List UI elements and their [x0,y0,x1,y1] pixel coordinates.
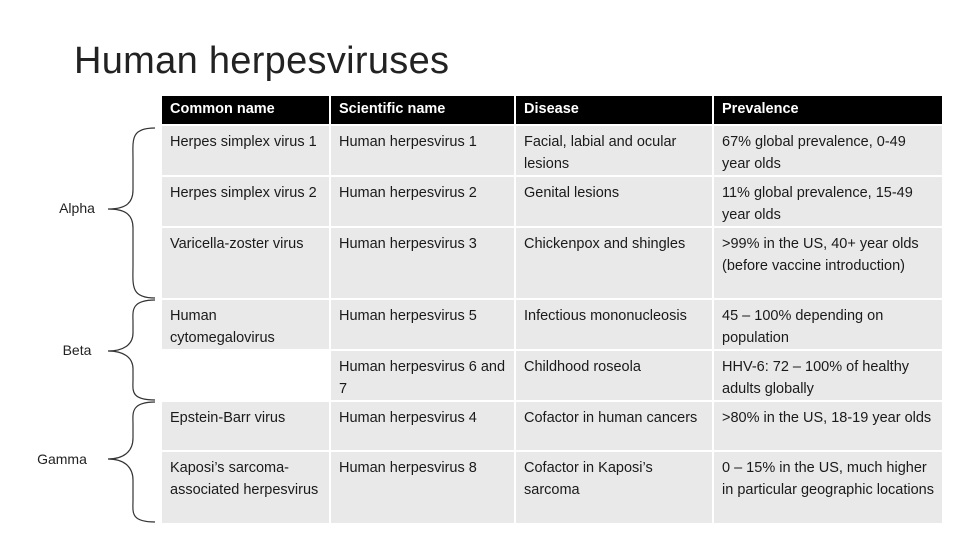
group-label-beta: Beta [62,342,92,358]
cell-common: Herpes simplex virus 1 [162,125,330,176]
cell-disease: Chickenpox and shingles [515,227,713,299]
cell-common [162,350,330,401]
cell-disease: Childhood roseola [515,350,713,401]
header-prevalence: Prevalence [713,96,942,125]
table-row [162,451,942,523]
cell-prevalence: >99% in the US, 40+ year olds (before vaccine introduction) [713,227,942,299]
cell-scientific: Human herpesvirus 5 [330,299,515,350]
cell-common: Kaposi’s sarcoma-associated herpesvirus [162,451,330,523]
cell-common: Varicella-zoster virus [162,227,330,299]
cell-disease: Cofactor in human cancers [515,401,713,451]
slide-title: Human herpesviruses [74,40,450,82]
header-common-name: Common name [162,96,330,125]
cell-scientific: Human herpesvirus 1 [330,125,515,176]
cell-disease: Genital lesions [515,176,713,227]
cell-scientific: Human herpesvirus 8 [330,451,515,523]
group-label-gamma: Gamma [37,451,87,467]
cell-scientific: Human herpesvirus 3 [330,227,515,299]
header-disease: Disease [515,96,713,125]
cell-disease: Infectious mononucleosis [515,299,713,350]
cell-prevalence: 11% global prevalence, 15-49 year olds [713,176,942,227]
cell-prevalence: >80% in the US, 18-19 year olds [713,401,942,451]
table-row [162,176,942,227]
cell-common: Human cytomegalovirus [162,299,330,350]
table-row [162,227,942,299]
cell-disease: Facial, labial and ocular lesions [515,125,713,176]
cell-prevalence: 67% global prevalence, 0-49 year olds [713,125,942,176]
cell-scientific: Human herpesvirus 4 [330,401,515,451]
cell-prevalence: HHV-6: 72 – 100% of healthy adults globally [713,350,942,401]
gamma-bracket [108,402,155,522]
header-scientific-name: Scientific name [330,96,515,125]
cell-common: Epstein-Barr virus [162,401,330,451]
cell-prevalence: 45 – 100% depending on population [713,299,942,350]
group-label-alpha: Alpha [59,200,95,216]
table-row [162,125,942,176]
cell-scientific: Human herpesvirus 2 [330,176,515,227]
table-row [162,350,942,401]
cell-disease: Cofactor in Kaposi’s sarcoma [515,451,713,523]
beta-bracket [108,300,155,400]
cell-prevalence: 0 – 15% in the US, much higher in particular geographic locations [713,451,942,523]
cell-common: Herpes simplex virus 2 [162,176,330,227]
table-header-row [162,96,942,125]
table-row [162,401,942,451]
table-row [162,299,942,350]
cell-scientific: Human herpesvirus 6 and 7 [330,350,515,401]
herpesvirus-table [162,96,942,523]
alpha-bracket [108,128,155,298]
